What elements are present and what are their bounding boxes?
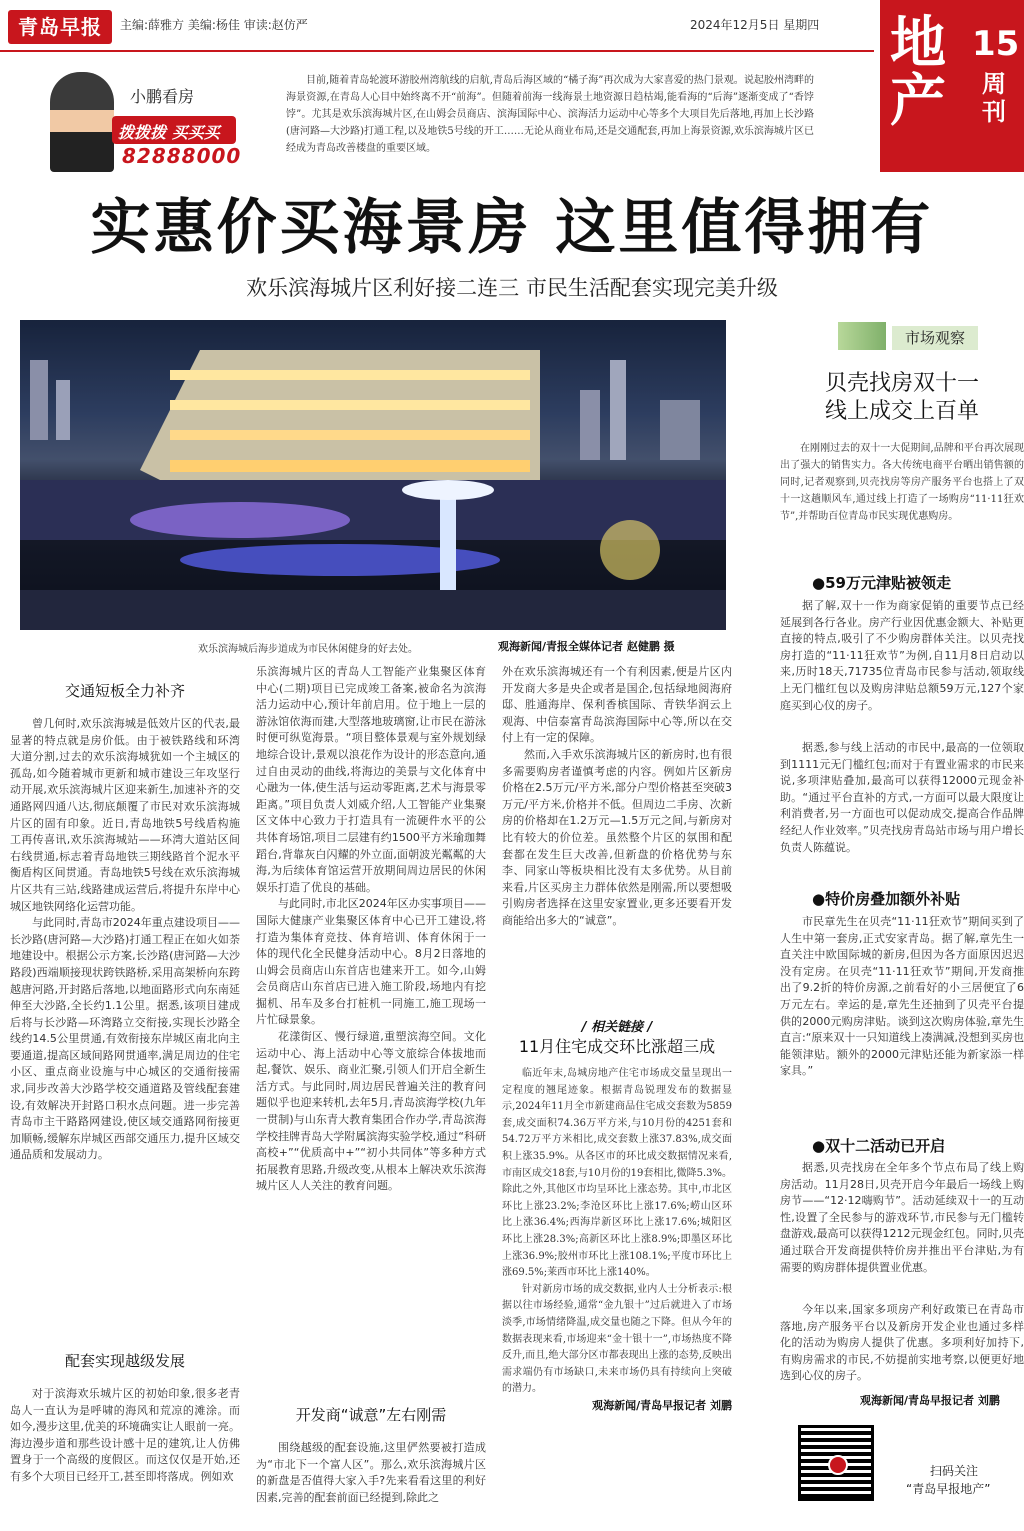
article-column-2b	[256, 1440, 486, 1506]
article-paragraph: 花漾街区、慢行绿道,重塑滨海空间。文化运动中心、海上活动中心等文旅综合体拔地而起,餐饮、娱乐、商业汇聚,引领人们开启全新生活方式。与此同时,周边居民普遍关注的教育问题似乎也迎来转机,去年5月,青岛滨海学校(九年一贯制)与山东青大教育集团合作办学,青岛滨海学校挂牌青岛大学附属滨海实验学校,通过“科研高校+”“优质高中+”“初小共同体”等多种方式拓展教育思路,升级改变,从根本上解决欢乐滨海城片区人人关注的教育问题。	[256, 1030, 486, 1193]
article-column-2	[256, 664, 486, 1195]
page-number: 15	[972, 24, 1020, 64]
buildings-icon	[838, 322, 886, 350]
article-paragraph: 与此同时,市北区2024年区办实事项目——国际大健康产业集聚区体育中心已开工建设,将打造为集体育竞技、体育培训、体育休闲于一体的现代化全民健身活动中心。8月2日落地的山姆会员商店山东首店也建来开工。如今,山姆会员商店山东首店已进入施工阶段,场地内有挖掘机、吊车及多台打桩机一同施工,施工现场一片忙碌景象。	[256, 897, 486, 1027]
sub-headline: 欢乐滨海城片区利好接二连三 市民生活配套实现完美升级	[246, 276, 778, 300]
qr-logo-icon	[828, 1455, 848, 1475]
issue-date: 2024年12月5日 星期四	[690, 18, 820, 32]
sidebar-heading-1: ●59万元津贴被领走	[812, 574, 951, 592]
hotline-label: 拨拨拨 买买买	[118, 123, 220, 142]
sidebar-title-line1: 贝壳找房双十一	[824, 371, 979, 396]
editor-credits: 主编:薛雅方 美编:杨佳 审读:赵仿严	[120, 18, 308, 32]
article-paragraph: 与此同时,青岛市2024年重点建设项目——长沙路(唐河路—大沙路)打通工程正在如火如荼地建设中。根据公示方案,长沙路(唐河路—大沙路段)西端顺接现状跨铁路桥,采用高架桥向东跨越唐河路,开封路后落地,以地面路形式向东南延伸至大沙路,全长约1.1公里。据悉,该项目建成后将与长沙路—环湾路立交衔接,实现长沙路全线约14.5公里贯通,有效衔接东岸城区南北向主要通道,提高区域间路网贯通率,满足周边的住宅小区、重点商业设施与中心城区的交通衔接需求,同步改善大沙路学校交通道路及管线配套建设,有效解决开封路口积水点问题。进一步完善青岛市主干路路网建设,使区域交通路网衔接更加顺畅,缓解东岸城区西部交通压力,提升区域交通品质和发展动力。	[10, 916, 240, 1162]
section-type: 周刊	[982, 70, 1006, 126]
sidebar-paragraph: 市民章先生在贝壳“11·11狂欢节”期间买到了人生中第一套房,正式安家青岛。据了解,章先生一直关注中欧国际城的新房,但因为各方面原因迟迟没有定房。在贝壳“11·11狂欢节”期间,开发商推出了9.2折的特价房源,之前看好的小三居便宜了6万元左右。幸运的是,章先生还抽到了贝壳平台提供的2000元购房津贴。谈到这次购房体验,章先生直言:“原来双十一只知道线上凑满减,没想到买房也能领津贴。额外的2000元津贴还能为新家添一样家具。”	[780, 915, 1024, 1078]
columnist-name: 小鹏看房	[130, 87, 195, 106]
related-article	[502, 1066, 732, 1414]
main-headline: 实惠价买海景房 这里值得拥有	[90, 193, 934, 263]
sidebar-heading-2: ●特价房叠加额外补贴	[812, 890, 961, 908]
sidebar-lead: 在刚刚过去的双十一大促期间,品牌和平台再次展现出了强大的销售实力。各大传统电商平台晒出销售额的同时,记者观察到,贝壳找房等房产服务平台也搭上了双十一这趟顺风车,通过线上打造了一场购房“11·11狂欢节”,并帮助百位青岛市民实现优惠购房。	[780, 443, 1024, 522]
article-column-1	[10, 716, 240, 1164]
sidebar-byline: 观海新闻/青岛早报记者 刘鹏	[860, 1394, 1000, 1407]
article-paragraph: 外在欢乐滨海城还有一个有利因素,便是片区内开发商大多是央企或者是国企,包括绿地阅海府邸、胜通海岸、保利香槟国际、青铁华润云上观海、中信泰富青岛滨海国际中心等,所以在交付上有一定的保障。	[502, 665, 732, 745]
article-paragraph: 乐滨海城片区的青岛人工智能产业集聚区体育中心(二期)项目已完成竣工备案,被命名为滨海活力运动中心,预计年前启用。位于地上一层的游泳馆依海而建,大型落地玻璃窗,让市民在游泳时便可纵览海景。“项目整体景观与室外规划绿地综合设计,景观以浪花作为设计的形态意向,通过自由灵动的曲线,将海边的美景与文化体育中心融为一体,使生活与运动零距离,艺术与海景零距离。”项目负责人刘威介绍,人工智能产业集聚区文体中心致力于打造具有一流硬件水平的公共体育场馆,项目二层建有约1500平方米瑜珈舞蹈台,背靠灰白闪耀的外立面,面朝波光粼粼的大海,为后续体育馆运营开放期间周边居民的休闲娱乐打造了优良的基础。	[256, 665, 486, 894]
article-paragraph: 曾几何时,欢乐滨海城是低效片区的代表,最显著的特点就是房价低。由于被铁路线和环湾大道分割,过去的欢乐滨海城犹如一个主城区的孤岛,如今随着城市更新和城市建设三年攻坚行动开展,欢乐滨海城片区迎来新生,加速补齐的交通路网四通八达,彻底颠覆了市民对欢乐滨海城片区的固有印象。近日,青岛地铁5号线盾构施工再传喜讯,欢乐滨海城站——环湾大道站区间右线贯通,标志着青岛地铁三期线路首个泥水平衡盾构区间贯通。青岛地铁5号线在欢乐滨海城片区共有三站,线路建成运营后,将提升东岸中心城区地铁网络化运营功能。	[10, 717, 240, 913]
section-heading-facilities: 配套实现越级发展	[64, 1352, 185, 1370]
section-heading-developers: 开发商“诚意”左右刚需	[295, 1406, 447, 1424]
sidebar-paragraph: 据悉,参与线上活动的市民中,最高的一位领取到1111元无门槛红包;而对于有置业需求的市民来说,多项津贴叠加,最高可以获得12000元现金补助。“通过平台直补的方式,一方面可以最大限度让利消费者,另一方面也可以促动成交,提高合作品牌经纪人作业效率。”贝壳找房青岛站市场与用户增长负责人陈蕴说。	[780, 741, 1024, 854]
sidebar-title-line2: 线上成交上百单	[824, 399, 979, 424]
related-title: 11月住宅成交环比涨超三成	[518, 1037, 716, 1056]
intro-paragraph: 目前,随着青岛轮渡环游胶州湾航线的启航,青岛后海区域的“橘子海”再次成为大家喜爱的热门景观。说起胶州湾畔的海景资源,在青岛人心目中始终离不开“前海”。但随着前海一线海景土地资源日趋枯竭,能看海的“后海”逐渐变成了“香饽饽”。尤其是欢乐滨海城片区,在山姆会员商店、滨海国际中心、滨海活力运动中心等多个大项目先后落地,再加上长沙路(唐河路—大沙路)打通工程,以及地铁5号线的开工……无论从商业布局,还是交通配套,再加上海景资源,欢乐滨海城片区已经成为青岛改善楼盘的重要区域。	[286, 75, 814, 154]
article-column-1b	[10, 1386, 240, 1486]
photo-caption: 欢乐滨海城后海步道成为市民休闲健身的好去处。	[198, 644, 418, 655]
photo-credit: 观海新闻/青报全媒体记者 赵健鹏 摄	[498, 640, 675, 653]
section-name: 地产	[890, 10, 946, 134]
sidebar-paragraph: 据悉,贝壳找房在全年多个节点布局了线上购房活动。11月28日,贝壳开启今年最后一场线上购房节——“12·12嗨购节”。活动延续双十一的互动性,设置了全民参与的游戏环节,市民参与无门槛转盘游戏,最高可以获得1212元现金红包。同时,贝壳通过联合开发商提供特价房并推出平台津贴,为有需要的购房群体提供置业优惠。	[780, 1161, 1024, 1274]
market-label: 市场观察	[892, 326, 978, 350]
related-byline: 观海新闻/青岛早报记者 刘鹏	[592, 1398, 732, 1412]
scan-label: 扫码关注	[930, 1464, 979, 1478]
article-paragraph: 然而,入手欢乐滨海城片区的新房时,也有很多需要购房者谨慎考虑的内容。例如片区新房价格在2.5万元/平方米,部分户型价格甚至突破3万元/平方米,价格并不低。但周边二手房、次新房的价格却在1.2万元—1.5万元之间,与新房对比有较大的价位差。虽然整个片区的氛围和配套都在发生巨大改善,但新盘的价格优势与东李、同家山等板块相比没有太多优势。从目前来看,片区买房主力群体依然是刚需,所以要想吸引购房者选择在这里安家置业,更多还要看开发商能给出多大的“诚意”。	[502, 747, 732, 927]
waterfront-photo	[20, 320, 726, 630]
sidebar-heading-3: ●双十二活动已开启	[812, 1137, 946, 1155]
scan-account: “青岛早报地产”	[906, 1482, 991, 1496]
article-paragraph: 围绕越级的配套设施,这里俨然要被打造成为“市北下一个富人区”。那么,欢乐滨海城片区的新盘是否值得大家入手?先来看看这里的利好因素,完善的配套前面已经提到,除此之	[256, 1441, 486, 1504]
related-link-label: / 相关链接 /	[581, 1020, 653, 1035]
sidebar-paragraph: 今年以来,国家多项房产利好政策已在青岛市落地,房产服务平台以及新房开发企业也通过多样化的活动为购房人提供了优惠。多项利好加持下,有购房需求的市民,不妨提前实地考察,以便更好地选到心仪的房子。	[780, 1303, 1024, 1383]
columnist-photo	[50, 72, 114, 172]
article-column-3	[502, 664, 732, 930]
night-scene-illustration	[20, 320, 726, 630]
article-paragraph: 对于滨海欢乐城片区的初始印象,很多老青岛人一直认为是呼啸的海风和荒凉的滩涂。而如今,漫步这里,优美的环境确实让人眼前一亮。海边漫步道和那些设计感十足的建筑,让人仿佛置身于一个高级的度假区。而这仅仅是开始,还有多个大项目已经开工,甚至即将落成。例如欢	[10, 1387, 240, 1483]
article-paragraph: 临近年末,岛城房地产住宅市场成交量呈现出一定程度的翘尾迹象。根据青岛锐理发布的数据显示,2024年11月全市新建商品住宅成交套数为5859套,成交面积74.36万平方米,与10月份的4251套和54.72万平方米相比,成交套数上涨37.83%,成交面积上涨35.9%。从各区市的环比成交数据情况来看,市南区成交18套,与10月份的19套相比,微降5.3%。除此之外,其他区市均呈环比上涨态势。其中,市北区环比上涨23.2%;李沧区环比上涨17.6%;崂山区环比上涨36.4%;西海岸新区环比上涨17.6%;城阳区环比上涨28.3%;高新区环比上涨8.9%;即墨区环比上涨36.9%;胶州市环比上涨108.1%;平度市环比上涨69.5%;莱西市环比上涨140%。	[502, 1068, 732, 1279]
sidebar-paragraph: 据了解,双十一作为商家促销的重要节点已经延展到各行各业。房产行业因优惠金额大、补贴更直接的特点,吸引了不少购房群体关注。以贝壳找房打造的“11·11狂欢节”为例,自11月8日启动以来,历时18天,71735位青岛市民参与活动,领取线上无门槛红包以及购房津贴总额59万元,127个家庭买到心仪的房子。	[780, 599, 1024, 712]
section-heading-traffic: 交通短板全力补齐	[64, 682, 185, 700]
article-paragraph: 针对新房市场的成交数据,业内人士分析表示:根据以往市场经验,通常“金九银十”过后就进入了市场淡季,市场情绪降温,成交量也随之下降。但从今年的数据表现来看,市场迎来“金十银十一”,市场热度不降反升,而且,绝大部分区市都表现出上涨的态势,反映出需求端仍有市场缺口,未来市场仍具有持续向上突破的潜力。	[502, 1283, 732, 1395]
sidebar-title	[780, 370, 1024, 426]
header-divider	[0, 50, 874, 52]
masthead-logo: 青岛早报	[18, 15, 102, 39]
hotline-number: 82888000	[122, 144, 242, 168]
